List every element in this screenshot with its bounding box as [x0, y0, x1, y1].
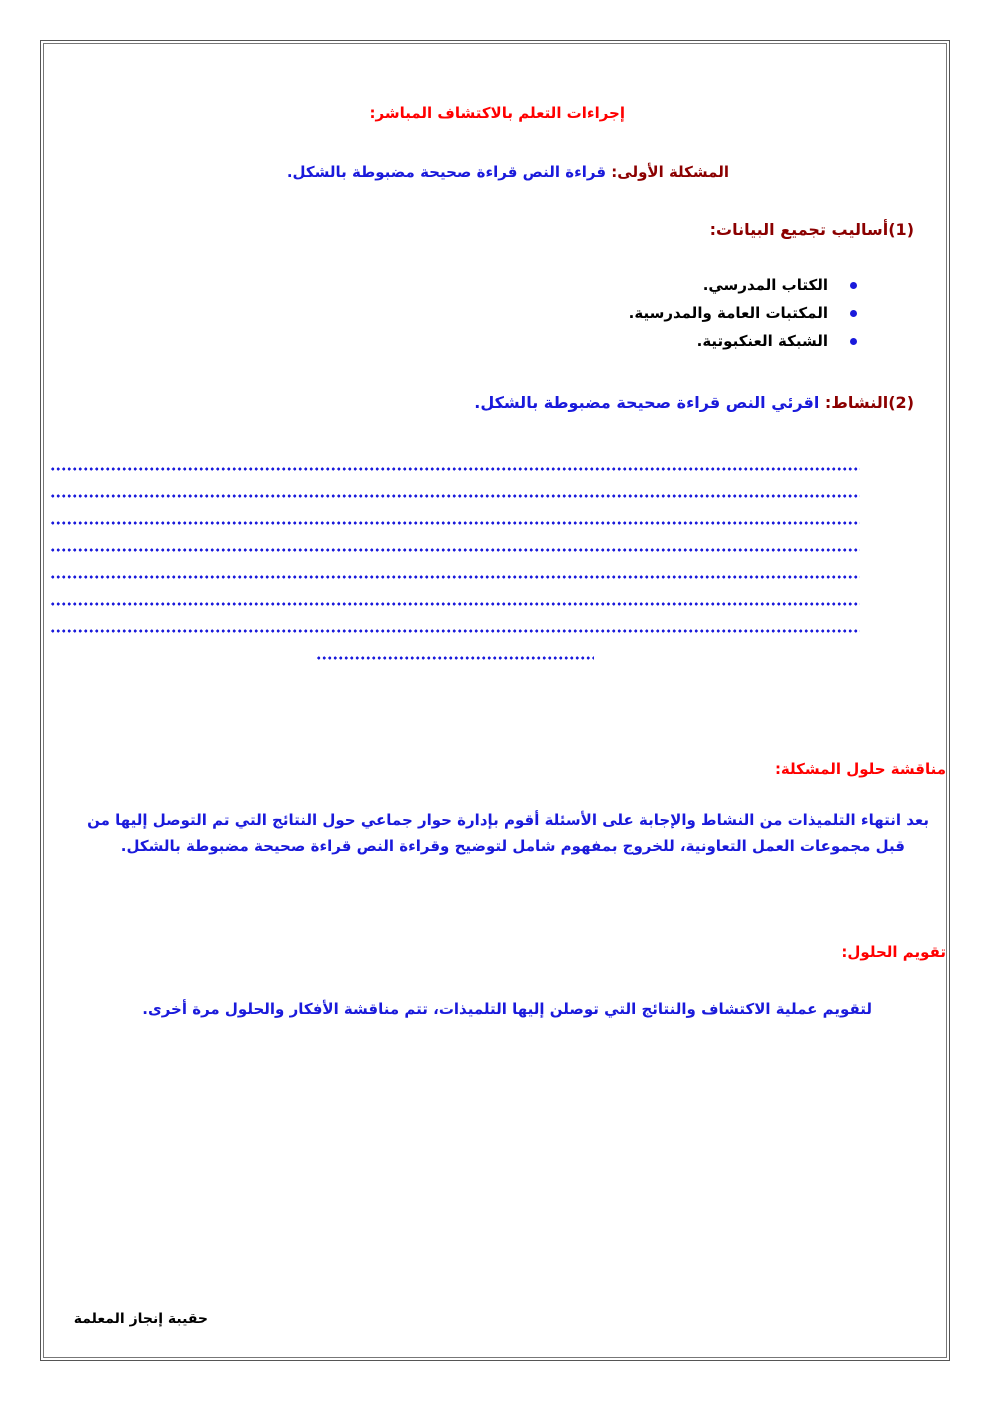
answer-line[interactable] [50, 597, 860, 611]
data-collection-heading: (1)أساليب تجميع البيانات: [709, 220, 914, 239]
answer-line[interactable] [50, 489, 860, 503]
answer-line[interactable] [50, 516, 860, 530]
list-item: الكتاب المدرسي. [629, 273, 857, 301]
footer-text: حقيبة إنجاز المعلمة [73, 1311, 208, 1327]
discussion-line-1: بعد انتهاء التلميذات من النشاط والإجابة على الأسئلة أقوم بإدارة حوار جماعي حول النتائج التي تم التوصل إليها من [87, 811, 929, 829]
problem-statement [287, 163, 729, 181]
page-title: إجراءات التعلم بالاكتشاف المباشر: [369, 104, 625, 122]
answer-line[interactable] [50, 543, 860, 557]
discussion-heading: مناقشة حلول المشكلة: [774, 760, 946, 778]
problem-label: المشكلة الأولى: [611, 163, 729, 181]
bullet-icon [850, 338, 857, 345]
answer-line[interactable] [50, 570, 860, 584]
discussion-line-2: قبل مجموعات العمل التعاونية، للخروج بمفهوم شامل لتوضيح وقراءة النص قراءة صحيحة مضبوطة بالشكل. [120, 837, 905, 855]
activity-text: اقرئي النص قراءة صحيحة مضبوطة بالشكل. [474, 393, 820, 412]
answer-line[interactable] [50, 462, 860, 476]
data-collection-list [629, 273, 857, 357]
problem-text: قراءة النص قراءة صحيحة مضبوطة بالشكل. [286, 163, 607, 181]
bullet-icon [850, 282, 857, 289]
list-item: الشبكة العنكبوتية. [629, 329, 857, 357]
answer-line[interactable] [316, 651, 594, 665]
activity-label: (2)النشاط: [824, 393, 914, 412]
evaluation-text: لتقويم عملية الاكتشاف والنتائج التي توصلن إليها التلميذات، تتم مناقشة الأفكار والحلول مرة أخرى. [142, 1000, 872, 1018]
activity-statement [474, 393, 914, 412]
evaluation-heading: تقويم الحلول: [841, 943, 946, 961]
list-item: المكتبات العامة والمدرسية. [629, 301, 857, 329]
answer-line[interactable] [50, 624, 860, 638]
page-border-inner [43, 43, 947, 1358]
bullet-icon [850, 310, 857, 317]
